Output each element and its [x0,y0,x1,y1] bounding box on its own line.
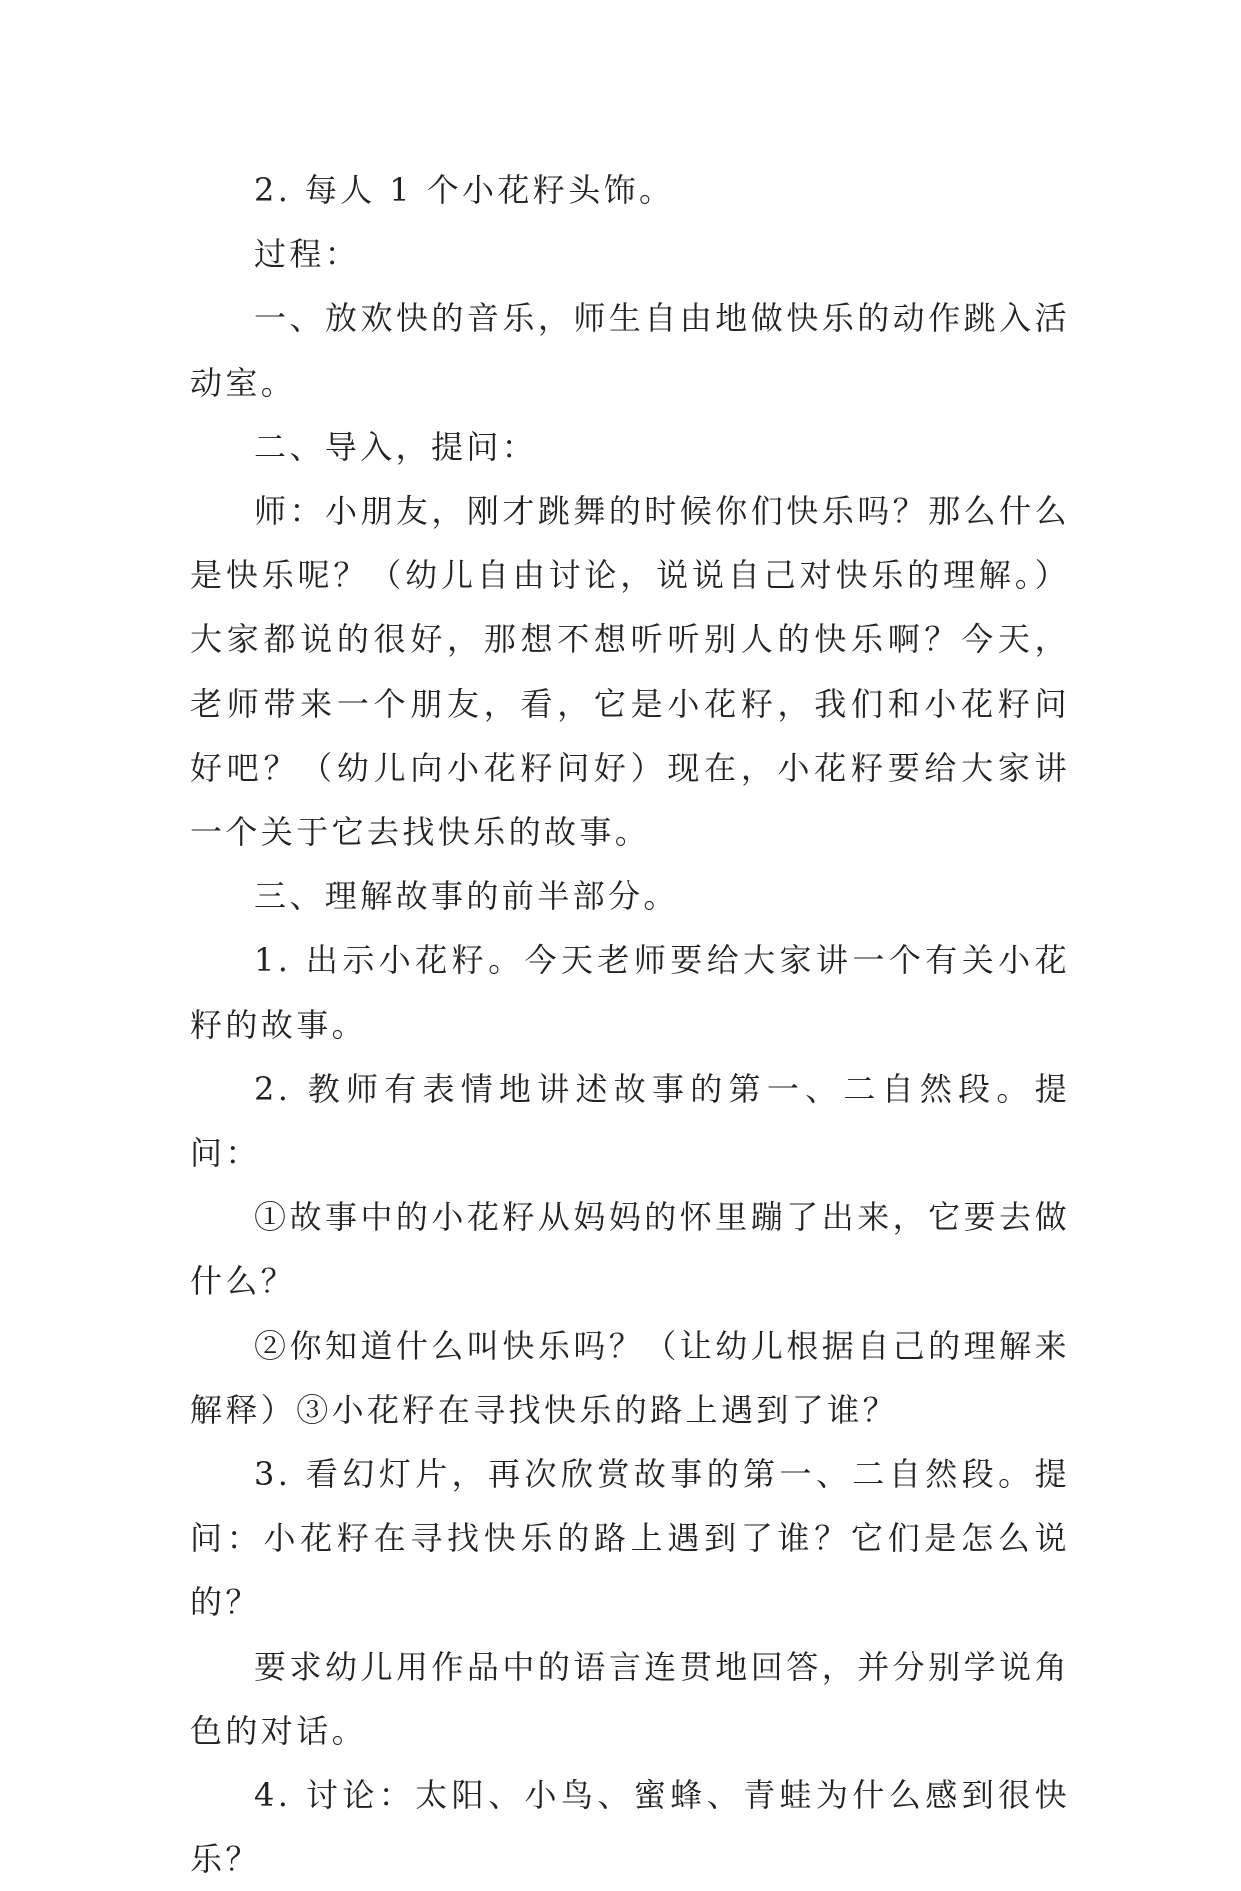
paragraph-question-two-three: ②你知道什么叫快乐吗？（让幼儿根据自己的理解来解释）③小花籽在寻找快乐的路上遇到了谁？ [190,1326,1070,1429]
paragraph-step-two-heading: 二、导入，提问： [254,427,538,466]
paragraph-step-three-heading: 三、理解故事的前半部分。 [254,877,679,916]
paragraph-slides: 3. 看幻灯片，再次欣赏故事的第一、二自然段。提问：小花籽在寻找快乐的路上遇到了谁？它们是怎么说的？ [190,1455,1070,1622]
paragraph-step-one: 一、放欢快的音乐，师生自由地做快乐的动作跳入活动室。 [190,299,1070,402]
paragraph-discussion: 4. 讨论：太阳、小鸟、蜜蜂、青蛙为什么感到很快乐？ [190,1776,1070,1879]
paragraph-process-heading: 过程： [254,235,361,274]
paragraph-requirement: 要求幼儿用作品中的语言连贯地回答，并分别学说角色的对话。 [190,1647,1070,1750]
paragraph-materials-headwear: 2. 每人 1 个小花籽头饰。 [254,171,675,209]
paragraph-show-seed: 1. 出示小花籽。今天老师要给大家讲一个有关小花籽的故事。 [190,941,1070,1044]
paragraph-question-one: ①故事中的小花籽从妈妈的怀里蹦了出来，它要去做什么？ [190,1198,1070,1301]
document-body [190,158,1070,1891]
paragraph-teacher-intro: 师：小朋友，刚才跳舞的时候你们快乐吗？那么什么是快乐呢？（幼儿自由讨论，说说自己对快乐的理解。）大家都说的很好，那想不想听听别人的快乐啊？今天，老师带来一个朋友，看，它是小花籽，我们和小花籽问好吧？（幼儿向小花籽问好）现在，小花籽要给大家讲一个关于它去找快乐的故事。 [190,492,1070,852]
paragraph-tell-story: 2. 教师有表情地讲述故事的第一、二自然段。提问： [190,1069,1070,1173]
